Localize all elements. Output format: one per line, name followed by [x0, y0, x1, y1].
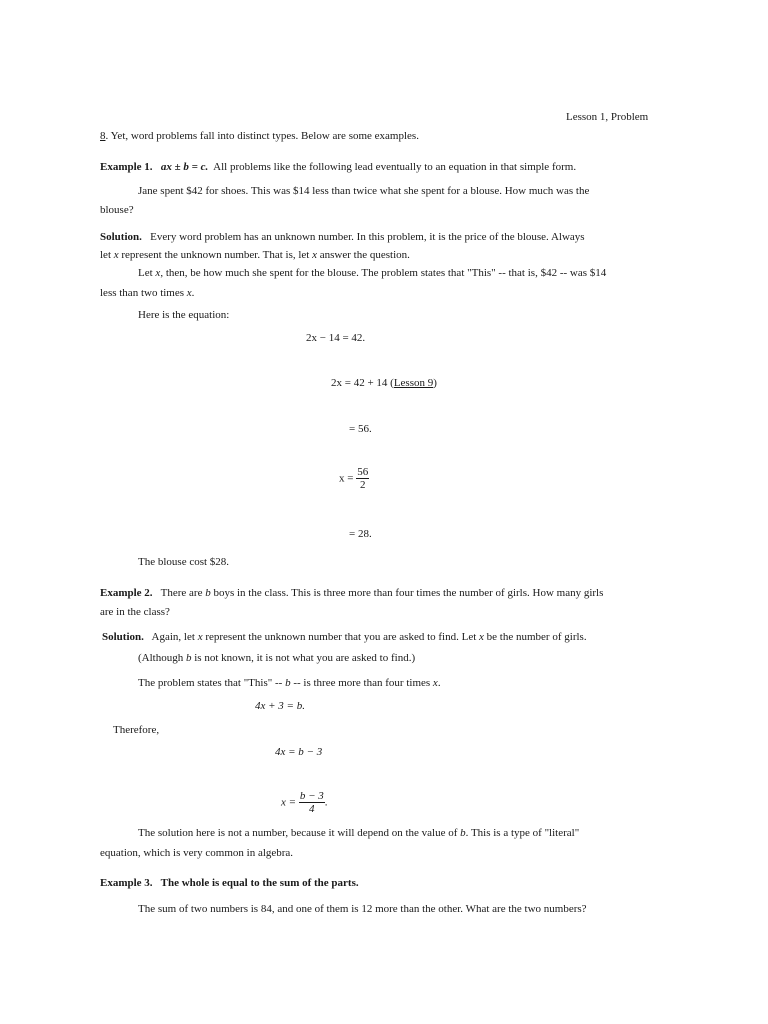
- example-2-problem-line1: Example 2. There are b boys in the class. This is three more than four times the number of girls. How many girls: [100, 587, 604, 599]
- equation-step-5: = 28.: [349, 528, 372, 540]
- example-2-label: Example 2.: [100, 587, 153, 599]
- example-1-solution-line4: less than two times x.: [100, 287, 195, 299]
- example-2-equation-2: 4x = b − 3: [275, 746, 323, 758]
- intro-line: 8. Yet, word problems fall into distinct types. Below are some examples.: [100, 130, 419, 142]
- example-3-label: Example 3.: [100, 877, 153, 889]
- lesson-reference: Lesson 1, Problem: [566, 111, 649, 123]
- equation-intro: Here is the equation:: [138, 309, 230, 321]
- example-1-solution-line3: Let x, then, be how much she spent for the blouse. The problem states that "This" -- that is, $42 -- was $14: [138, 267, 607, 279]
- example-3-problem: The sum of two numbers is 84, and one of them is 12 more than the other. What are the two numbers?: [138, 903, 587, 915]
- example-2-note-line1: The solution here is not a number, because it will depend on the value of b. This is a type of "literal": [138, 827, 580, 839]
- example-1-label: Example 1.: [100, 161, 153, 173]
- equation-step-4: x = $\frac{56}{2}$: [339, 466, 369, 491]
- problem-number: 8: [100, 130, 106, 142]
- example-1-formula: ax ± b = c.: [160, 161, 209, 173]
- example-3-heading: [100, 876, 359, 890]
- example-1-solution-line1: Solution. Every word problem has an unknown number. In this problem, it is the price of the blouse. Always: [100, 231, 585, 243]
- equation-step-2: 2x = 42 + 14 (Lesson 9): [331, 377, 437, 389]
- example-1-solution-line2: let x represent the unknown number. That is, let x answer the question.: [100, 249, 410, 261]
- example-2-solution-line3: The problem states that "This" -- b -- is three more than four times x.: [138, 677, 441, 689]
- example-2-equation-1: 4x + 3 = b.: [255, 700, 305, 712]
- example-2-equation-3: x = $\frac{b - 3}{4}$ .: [281, 790, 328, 815]
- example-2-solution-line1: Solution. Again, let x represent the unknown number that you are asked to find. Let x be the number of girls.: [102, 631, 587, 643]
- example-1-problem-line2: blouse?: [100, 204, 134, 216]
- example-3-title: The whole is equal to the sum of the parts.: [160, 877, 359, 889]
- example-1-answer: The blouse cost $28.: [138, 556, 230, 568]
- fraction-56-over-2: $\frac{56}{2}$: [357, 466, 369, 491]
- therefore-label: Therefore,: [113, 724, 160, 736]
- example-1-heading: Example 1. ax ± b = c. All problems like the following lead eventually to an equation in that simple form.: [100, 161, 577, 173]
- example-1-problem-line1: Jane spent $42 for shoes. This was $14 less than twice what she spent for a blouse. How much was the: [138, 185, 590, 197]
- example-2-solution-line2: (Although b is not known, it is not what you are asked to find.): [138, 652, 416, 664]
- equation-step-3: = 56.: [349, 423, 372, 435]
- example-2-problem-line2: are in the class?: [100, 606, 170, 618]
- fraction-b-minus-3-over-4: $\frac{b - 3}{4}$: [299, 790, 324, 815]
- solution-label: Solution.: [100, 231, 142, 243]
- example-2-note-line2: equation, which is very common in algebra.: [100, 847, 294, 859]
- lesson-9-link[interactable]: Lesson 9: [393, 377, 434, 389]
- solution-label: Solution.: [102, 631, 144, 643]
- equation-step-1: 2x − 14 = 42.: [306, 332, 366, 344]
